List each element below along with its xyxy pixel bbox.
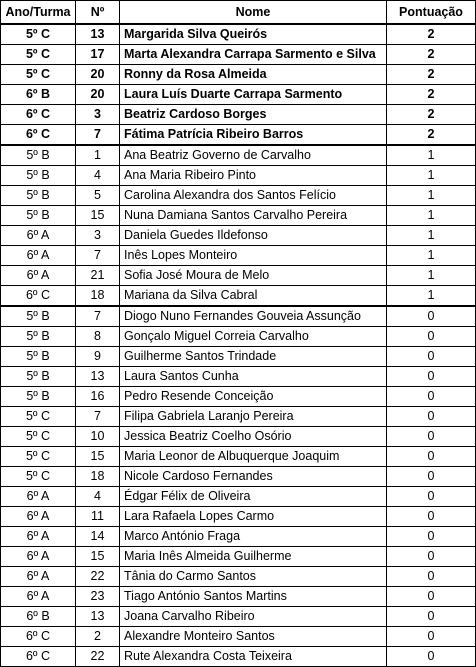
cell-nome[interactable]: Laura Santos Cunha	[120, 367, 387, 387]
table-row	[1, 647, 476, 667]
cell-numero[interactable]: 18	[76, 467, 120, 487]
cell-nome[interactable]: Gonçalo Miguel Correia Carvalho	[120, 327, 387, 347]
cell-turma[interactable]: 5º B	[1, 166, 76, 186]
cell-turma[interactable]: 6º A	[1, 226, 76, 246]
cell-nome[interactable]: Tiago António Santos Martins	[120, 587, 387, 607]
cell-nome[interactable]: Guilherme Santos Trindade	[120, 347, 387, 367]
cell-nome[interactable]: Tânia do Carmo Santos	[120, 567, 387, 587]
cell-numero[interactable]: 11	[76, 507, 120, 527]
cell-numero[interactable]: 23	[76, 587, 120, 607]
cell-numero[interactable]: 20	[76, 65, 120, 85]
cell-pontuacao[interactable]: 0	[387, 487, 476, 507]
table-row	[1, 286, 476, 307]
cell-numero[interactable]: 3	[76, 105, 120, 125]
header-row	[1, 1, 476, 25]
table-row	[1, 387, 476, 407]
cell-turma[interactable]: 5º C	[1, 65, 76, 85]
cell-pontuacao[interactable]: 0	[387, 607, 476, 627]
cell-nome[interactable]: Filipa Gabriela Laranjo Pereira	[120, 407, 387, 427]
cell-turma[interactable]: 5º C	[1, 427, 76, 447]
cell-numero[interactable]: 15	[76, 206, 120, 226]
cell-turma[interactable]: 5º C	[1, 407, 76, 427]
cell-numero[interactable]: 7	[76, 306, 120, 327]
table-row	[1, 627, 476, 647]
cell-numero[interactable]: 15	[76, 547, 120, 567]
cell-pontuacao[interactable]: 2	[387, 125, 476, 146]
cell-nome[interactable]: Carolina Alexandra dos Santos Felício	[120, 186, 387, 206]
cell-numero[interactable]: 1	[76, 145, 120, 166]
cell-nome[interactable]: Inês Lopes Monteiro	[120, 246, 387, 266]
cell-numero[interactable]: 7	[76, 246, 120, 266]
table-body	[1, 24, 476, 667]
cell-turma[interactable]: 5º C	[1, 24, 76, 45]
cell-nome[interactable]: Jessica Beatriz Coelho Osório	[120, 427, 387, 447]
cell-numero[interactable]: 7	[76, 125, 120, 146]
cell-pontuacao[interactable]: 0	[387, 627, 476, 647]
cell-numero[interactable]: 15	[76, 447, 120, 467]
cell-turma[interactable]: 5º B	[1, 206, 76, 226]
table-row	[1, 407, 476, 427]
table-row	[1, 607, 476, 627]
cell-nome[interactable]: Marco António Fraga	[120, 527, 387, 547]
cell-numero[interactable]: 8	[76, 327, 120, 347]
cell-turma[interactable]: 6º A	[1, 246, 76, 266]
cell-nome[interactable]: Margarida Silva Queirós	[120, 24, 387, 45]
header-nome[interactable]: Nome	[120, 1, 387, 25]
cell-turma[interactable]: 6º A	[1, 487, 76, 507]
cell-nome[interactable]: Maria Inês Almeida Guilherme	[120, 547, 387, 567]
table-row	[1, 567, 476, 587]
cell-nome[interactable]: Sofia José Moura de Melo	[120, 266, 387, 286]
table-row	[1, 24, 476, 45]
cell-numero[interactable]: 4	[76, 166, 120, 186]
table-row	[1, 85, 476, 105]
table-row	[1, 427, 476, 447]
cell-numero[interactable]: 13	[76, 607, 120, 627]
cell-numero[interactable]: 2	[76, 627, 120, 647]
table-row	[1, 587, 476, 607]
cell-numero[interactable]: 14	[76, 527, 120, 547]
cell-pontuacao[interactable]: 2	[387, 24, 476, 45]
table-row	[1, 206, 476, 226]
cell-pontuacao[interactable]: 0	[387, 587, 476, 607]
cell-turma[interactable]: 5º C	[1, 447, 76, 467]
cell-turma[interactable]: 6º A	[1, 547, 76, 567]
table-row	[1, 367, 476, 387]
cell-turma[interactable]: 6º C	[1, 627, 76, 647]
cell-pontuacao[interactable]: 1	[387, 206, 476, 226]
cell-numero[interactable]: 17	[76, 45, 120, 65]
cell-turma[interactable]: 5º B	[1, 367, 76, 387]
cell-turma[interactable]: 5º B	[1, 347, 76, 367]
cell-pontuacao[interactable]: 0	[387, 387, 476, 407]
cell-turma[interactable]: 5º C	[1, 467, 76, 487]
cell-numero[interactable]: 10	[76, 427, 120, 447]
cell-pontuacao[interactable]: 0	[387, 547, 476, 567]
cell-numero[interactable]: 9	[76, 347, 120, 367]
table-row	[1, 266, 476, 286]
header-turma[interactable]: Ano/Turma	[1, 1, 76, 25]
table-row	[1, 125, 476, 146]
cell-nome[interactable]: Laura Luís Duarte Carrapa Sarmento	[120, 85, 387, 105]
cell-turma[interactable]: 5º B	[1, 186, 76, 206]
table-row	[1, 246, 476, 266]
header-pontuacao[interactable]: Pontuação	[387, 1, 476, 25]
cell-turma[interactable]: 6º A	[1, 266, 76, 286]
cell-numero[interactable]: 22	[76, 567, 120, 587]
cell-pontuacao[interactable]: 0	[387, 407, 476, 427]
cell-turma[interactable]: 5º B	[1, 306, 76, 327]
cell-pontuacao[interactable]: 2	[387, 85, 476, 105]
cell-nome[interactable]: Ronny da Rosa Almeida	[120, 65, 387, 85]
table-row	[1, 306, 476, 327]
cell-nome[interactable]: Daniela Guedes Ildefonso	[120, 226, 387, 246]
cell-nome[interactable]: Joana Carvalho Ribeiro	[120, 607, 387, 627]
cell-pontuacao[interactable]: 1	[387, 246, 476, 266]
cell-turma[interactable]: 5º C	[1, 45, 76, 65]
cell-turma[interactable]: 5º B	[1, 327, 76, 347]
cell-pontuacao[interactable]: 0	[387, 567, 476, 587]
cell-numero[interactable]: 13	[76, 367, 120, 387]
cell-numero[interactable]: 22	[76, 647, 120, 667]
table-row	[1, 547, 476, 567]
cell-nome[interactable]: Alexandre Monteiro Santos	[120, 627, 387, 647]
cell-numero[interactable]: 7	[76, 407, 120, 427]
cell-pontuacao[interactable]: 1	[387, 286, 476, 307]
table-row	[1, 327, 476, 347]
cell-numero[interactable]: 18	[76, 286, 120, 307]
cell-pontuacao[interactable]: 2	[387, 65, 476, 85]
cell-pontuacao[interactable]: 0	[387, 467, 476, 487]
cell-pontuacao[interactable]: 0	[387, 447, 476, 467]
cell-pontuacao[interactable]: 1	[387, 186, 476, 206]
cell-turma[interactable]: 6º A	[1, 507, 76, 527]
cell-pontuacao[interactable]: 0	[387, 327, 476, 347]
table-row	[1, 487, 476, 507]
cell-nome[interactable]: Ana Maria Ribeiro Pinto	[120, 166, 387, 186]
cell-numero[interactable]: 20	[76, 85, 120, 105]
cell-turma[interactable]: 5º B	[1, 145, 76, 166]
cell-numero[interactable]: 3	[76, 226, 120, 246]
table-row	[1, 45, 476, 65]
header-numero[interactable]: Nº	[76, 1, 120, 25]
cell-turma[interactable]: 6º A	[1, 567, 76, 587]
table-row	[1, 467, 476, 487]
cell-nome[interactable]: Maria Leonor de Albuquerque Joaquim	[120, 447, 387, 467]
cell-pontuacao[interactable]: 1	[387, 266, 476, 286]
table-row	[1, 226, 476, 246]
cell-turma[interactable]: 6º A	[1, 527, 76, 547]
cell-turma[interactable]: 6º C	[1, 125, 76, 146]
cell-pontuacao[interactable]: 0	[387, 647, 476, 667]
cell-pontuacao[interactable]: 0	[387, 347, 476, 367]
cell-nome[interactable]: Édgar Félix de Oliveira	[120, 487, 387, 507]
cell-turma[interactable]: 6º C	[1, 286, 76, 307]
table-row	[1, 105, 476, 125]
table-row	[1, 166, 476, 186]
cell-pontuacao[interactable]: 0	[387, 527, 476, 547]
cell-turma[interactable]: 6º B	[1, 607, 76, 627]
cell-nome[interactable]: Mariana da Silva Cabral	[120, 286, 387, 307]
cell-numero[interactable]: 16	[76, 387, 120, 407]
cell-nome[interactable]: Diogo Nuno Fernandes Gouveia Assunção	[120, 306, 387, 327]
cell-turma[interactable]: 6º C	[1, 647, 76, 667]
cell-nome[interactable]: Ana Beatriz Governo de Carvalho	[120, 145, 387, 166]
cell-pontuacao[interactable]: 0	[387, 306, 476, 327]
cell-nome[interactable]: Nuna Damiana Santos Carvalho Pereira	[120, 206, 387, 226]
cell-pontuacao[interactable]: 0	[387, 507, 476, 527]
cell-pontuacao[interactable]: 0	[387, 367, 476, 387]
table-row	[1, 347, 476, 367]
cell-turma[interactable]: 6º C	[1, 105, 76, 125]
cell-nome[interactable]: Rute Alexandra Costa Teixeira	[120, 647, 387, 667]
cell-nome[interactable]: Marta Alexandra Carrapa Sarmento e Silva	[120, 45, 387, 65]
table-row	[1, 186, 476, 206]
cell-nome[interactable]: Pedro Resende Conceição	[120, 387, 387, 407]
cell-numero[interactable]: 4	[76, 487, 120, 507]
table-row	[1, 65, 476, 85]
cell-nome[interactable]: Nicole Cardoso Fernandes	[120, 467, 387, 487]
table-header	[1, 1, 476, 25]
cell-pontuacao[interactable]: 1	[387, 226, 476, 246]
table-row	[1, 527, 476, 547]
cell-nome[interactable]: Beatriz Cardoso Borges	[120, 105, 387, 125]
cell-turma[interactable]: 6º B	[1, 85, 76, 105]
cell-numero[interactable]: 5	[76, 186, 120, 206]
cell-numero[interactable]: 13	[76, 24, 120, 45]
table-row	[1, 507, 476, 527]
cell-turma[interactable]: 5º B	[1, 387, 76, 407]
cell-pontuacao[interactable]: 2	[387, 45, 476, 65]
cell-pontuacao[interactable]: 1	[387, 145, 476, 166]
cell-nome[interactable]: Fátima Patrícia Ribeiro Barros	[120, 125, 387, 146]
cell-pontuacao[interactable]: 1	[387, 166, 476, 186]
cell-nome[interactable]: Lara Rafaela Lopes Carmo	[120, 507, 387, 527]
cell-turma[interactable]: 6º A	[1, 587, 76, 607]
cell-pontuacao[interactable]: 0	[387, 427, 476, 447]
table-row	[1, 447, 476, 467]
table-row	[1, 145, 476, 166]
cell-pontuacao[interactable]: 2	[387, 105, 476, 125]
cell-numero[interactable]: 21	[76, 266, 120, 286]
